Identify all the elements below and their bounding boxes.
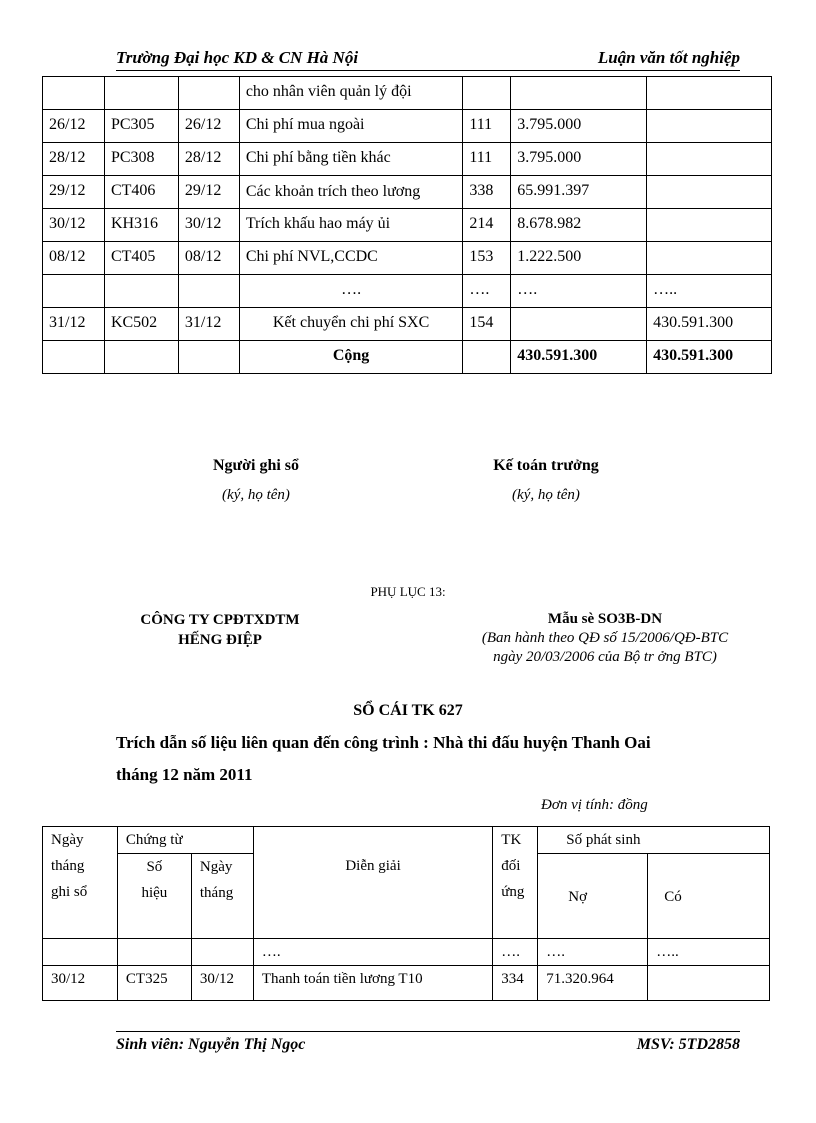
student-id: MSV: 5TD2858	[636, 1036, 740, 1053]
col-description: Diễn giải	[253, 827, 492, 939]
col-voucher-no: Số hiệu	[117, 854, 191, 939]
table-cell: PC305	[104, 110, 178, 143]
table-cell: ….	[463, 275, 511, 308]
table-cell: 29/12	[178, 176, 239, 209]
col-voucher: Chứng từ	[117, 827, 253, 854]
appendix-label: PHỤ LỤC 13:	[370, 584, 446, 599]
table-cell	[43, 939, 118, 966]
thesis-label: Luận văn tốt nghiệp	[597, 48, 740, 67]
table-cell	[511, 308, 647, 341]
table-cell	[647, 242, 772, 275]
table-cell: 153	[463, 242, 511, 275]
table-cell: 8.678.982	[511, 209, 647, 242]
table-cell: 28/12	[178, 143, 239, 176]
table-cell: 214	[463, 209, 511, 242]
table-cell: KC502	[104, 308, 178, 341]
table-cell: 30/12	[43, 209, 105, 242]
total-debit: 430.591.300	[511, 341, 647, 374]
table-cell: 26/12	[178, 110, 239, 143]
ledger-period: tháng 12 năm 2011	[116, 765, 253, 784]
table-row	[43, 939, 770, 966]
table-cell: Chi phí NVL,CCDC	[239, 242, 462, 275]
table-cell	[647, 110, 772, 143]
school-name: Trường Đại học KD & CN Hà Nội	[116, 48, 359, 67]
table-cell	[647, 176, 772, 209]
table-cell: 1.222.500	[511, 242, 647, 275]
table-cell	[647, 143, 772, 176]
table-cell	[117, 939, 191, 966]
ledger-title: SỔ CÁI TK 627	[353, 702, 463, 719]
table-cell: 29/12	[43, 176, 105, 209]
student-name: Sinh viên: Nguyễn Thị Ngọc	[116, 1036, 306, 1053]
table-cell: 26/12	[43, 110, 105, 143]
table-row	[43, 242, 772, 275]
table-cell	[104, 77, 178, 110]
table-row	[43, 143, 772, 176]
total-row	[43, 341, 772, 374]
table-cell	[43, 275, 105, 308]
header-row-1	[43, 827, 770, 854]
table-row	[43, 110, 772, 143]
table-cell	[647, 77, 772, 110]
table-cell: cho nhân viên quản lý đội	[239, 77, 462, 110]
ledger-table-continued	[42, 76, 772, 374]
page-header	[116, 48, 740, 71]
currency-unit: Đơn vị tính: đồng	[541, 797, 648, 813]
table-cell	[648, 966, 770, 1001]
table-cell: Các khoản trích theo lương	[239, 176, 462, 209]
table-cell: 30/12	[191, 966, 253, 1001]
table-row	[43, 966, 770, 1001]
signature-chief-note: (ký, họ tên)	[512, 487, 580, 503]
table-cell: 65.991.397	[511, 176, 647, 209]
table-cell: ….	[253, 939, 492, 966]
col-date: Ngày tháng ghi sổ	[43, 827, 118, 939]
table-cell: 3.795.000	[511, 143, 647, 176]
table-cell: 28/12	[43, 143, 105, 176]
table-cell: 30/12	[178, 209, 239, 242]
table-cell	[463, 77, 511, 110]
page-footer	[116, 1031, 740, 1053]
table-cell: 31/12	[178, 308, 239, 341]
table-row	[43, 209, 772, 242]
table-cell: CT325	[117, 966, 191, 1001]
table-row	[43, 176, 772, 209]
total-label: Cộng	[239, 341, 462, 374]
table-cell: Kết chuyển chi phí SXC	[239, 308, 462, 341]
table-cell	[43, 77, 105, 110]
table-cell: ….	[511, 275, 647, 308]
table-cell: CT406	[104, 176, 178, 209]
table-cell	[511, 77, 647, 110]
table-cell: ….	[493, 939, 538, 966]
table-cell: 430.591.300	[647, 308, 772, 341]
form-code-block: Mẫu sè SO3B-DN (Ban hành theo QĐ số 15/2006/QĐ-BTC ngày 20/03/2006 của Bộ tr ởng BTC)	[430, 610, 780, 667]
company-name: CÔNG TY CPĐTXDTM HẾNG ĐIỆP	[140, 612, 300, 648]
table-cell: Chi phí bằng tiền khác	[239, 143, 462, 176]
table-cell: PC308	[104, 143, 178, 176]
table-cell: 08/12	[43, 242, 105, 275]
table-cell	[647, 209, 772, 242]
table-cell	[191, 939, 253, 966]
table-cell: 334	[493, 966, 538, 1001]
table-cell: 154	[463, 308, 511, 341]
signature-recorder	[146, 457, 366, 504]
table-cell: 31/12	[43, 308, 105, 341]
table-cell: Chi phí mua ngoài	[239, 110, 462, 143]
col-account: TK đối ứng	[493, 827, 538, 939]
table-cell: …..	[648, 939, 770, 966]
signature-chief-accountant	[436, 457, 656, 504]
table-cell: Thanh toán tiền lương T10	[253, 966, 492, 1001]
table-cell: CT405	[104, 242, 178, 275]
total-credit: 430.591.300	[647, 341, 772, 374]
table-row	[43, 77, 772, 110]
ledger-table	[42, 826, 770, 1001]
table-cell: 08/12	[178, 242, 239, 275]
signature-recorder-title: Người ghi sổ	[212, 457, 300, 474]
signature-chief-title: Kế toán trưởng	[493, 457, 599, 474]
table-cell	[178, 275, 239, 308]
table-cell: ….	[239, 275, 462, 308]
table-row	[43, 275, 772, 308]
table-cell	[178, 77, 239, 110]
table-cell: 3.795.000	[511, 110, 647, 143]
form-code: Mẫu sè SO3B-DN	[547, 611, 663, 627]
col-credit: Có	[648, 854, 770, 939]
table-cell: 71.320.964	[538, 966, 648, 1001]
col-debit: Nợ	[538, 854, 648, 939]
table-cell	[104, 275, 178, 308]
table-cell: 338	[463, 176, 511, 209]
table-row	[43, 308, 772, 341]
table-cell: 111	[463, 110, 511, 143]
table-cell: 30/12	[43, 966, 118, 1001]
table-cell: 111	[463, 143, 511, 176]
col-voucher-date: Ngày tháng	[191, 854, 253, 939]
col-amount: Số phát sinh	[538, 827, 770, 854]
table-cell: ….	[538, 939, 648, 966]
table-cell: …..	[647, 275, 772, 308]
table-cell: Trích khấu hao máy ủi	[239, 209, 462, 242]
table-cell: KH316	[104, 209, 178, 242]
signature-recorder-note: (ký, họ tên)	[222, 487, 290, 503]
ledger-subtitle: Trích dẫn số liệu liên quan đến công trình : Nhà thi đấu huyện Thanh Oai	[116, 733, 651, 752]
